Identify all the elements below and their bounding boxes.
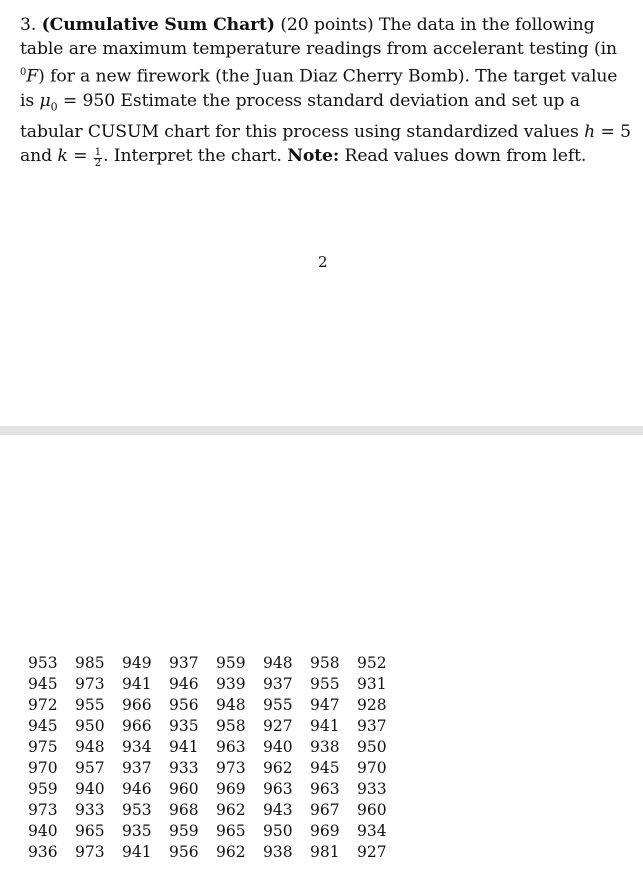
mu-subscript: 0 [50, 100, 58, 114]
reading-cell: 973 [75, 675, 105, 693]
reading-cell: 960 [357, 801, 387, 819]
reading-cell: 928 [357, 696, 387, 714]
reading-cell: 970 [28, 759, 58, 777]
problem-sentence-4: . Interpret the chart. [103, 146, 282, 167]
problem-points: (20 points) [280, 15, 374, 35]
reading-cell: 937 [263, 675, 293, 693]
reading-cell: 940 [28, 822, 58, 840]
reading-cell: 955 [263, 696, 293, 714]
reading-cell: 953 [28, 654, 58, 672]
reading-cell: 946 [169, 675, 199, 693]
k-denominator: 2 [94, 158, 102, 170]
reading-cell: 959 [28, 780, 58, 798]
reading-cell: 981 [310, 843, 340, 861]
reading-cell: 970 [357, 759, 387, 777]
h-symbol: h [584, 121, 596, 142]
reading-cell: 969 [310, 822, 340, 840]
reading-cell: 945 [28, 717, 58, 735]
table-row [28, 653, 404, 674]
reading-cell: 934 [357, 822, 387, 840]
reading-cell: 955 [75, 696, 105, 714]
reading-cell: 936 [28, 843, 58, 861]
table-row [28, 842, 404, 863]
reading-cell: 941 [122, 843, 152, 861]
mu-symbol: μ [39, 91, 51, 112]
unit-letter: F [26, 67, 39, 88]
reading-cell: 931 [357, 675, 387, 693]
reading-cell: 941 [169, 738, 199, 756]
reading-cell: 935 [169, 717, 199, 735]
reading-cell: 941 [310, 717, 340, 735]
problem-title: (Cumulative Sum Chart) [41, 15, 275, 35]
reading-cell: 947 [310, 696, 340, 714]
reading-cell: 972 [28, 696, 58, 714]
table-row [28, 737, 404, 758]
reading-cell: 950 [357, 738, 387, 756]
reading-cell: 935 [122, 822, 152, 840]
reading-cell: 963 [310, 780, 340, 798]
reading-cell: 937 [122, 759, 152, 777]
reading-cell: 938 [263, 843, 293, 861]
reading-cell: 945 [28, 675, 58, 693]
reading-cell: 934 [122, 738, 152, 756]
reading-cell: 948 [263, 654, 293, 672]
table-row [28, 821, 404, 842]
reading-cell: 963 [263, 780, 293, 798]
reading-cell: 960 [169, 780, 199, 798]
reading-cell: 968 [169, 801, 199, 819]
reading-cell: 927 [357, 843, 387, 861]
reading-cell: 962 [263, 759, 293, 777]
and-text: and [20, 146, 53, 167]
reading-cell: 959 [216, 654, 246, 672]
reading-cell: 933 [357, 780, 387, 798]
reading-cell: 948 [75, 738, 105, 756]
reading-cell: 966 [122, 717, 152, 735]
table-row [28, 800, 404, 821]
table-row [28, 695, 404, 716]
reading-cell: 945 [310, 759, 340, 777]
document-page-1 [0, 0, 643, 426]
reading-cell: 962 [216, 843, 246, 861]
reading-cell: 946 [122, 780, 152, 798]
problem-statement [20, 13, 632, 169]
reading-cell: 937 [169, 654, 199, 672]
reading-cell: 985 [75, 654, 105, 672]
k-fraction [94, 148, 102, 169]
reading-cell: 962 [216, 801, 246, 819]
reading-cell: 948 [216, 696, 246, 714]
reading-cell: 965 [216, 822, 246, 840]
note-text: Read values down from left. [344, 146, 587, 167]
k-equals: = [73, 146, 88, 167]
table-row [28, 779, 404, 800]
reading-cell: 956 [169, 843, 199, 861]
reading-cell: 955 [310, 675, 340, 693]
reading-cell: 938 [310, 738, 340, 756]
reading-cell: 927 [263, 717, 293, 735]
reading-cell: 941 [122, 675, 152, 693]
reading-cell: 940 [75, 780, 105, 798]
reading-cell: 949 [122, 654, 152, 672]
reading-cell: 973 [216, 759, 246, 777]
reading-cell: 963 [216, 738, 246, 756]
reading-cell: 950 [263, 822, 293, 840]
reading-cell: 956 [169, 696, 199, 714]
reading-cell: 975 [28, 738, 58, 756]
reading-cell: 943 [263, 801, 293, 819]
k-symbol: k [57, 146, 68, 167]
reading-cell: 965 [75, 822, 105, 840]
target-value: = 950 [62, 91, 116, 112]
note-label: Note: [287, 146, 340, 167]
reading-cell: 953 [122, 801, 152, 819]
h-value: = 5 [600, 121, 631, 142]
reading-cell: 950 [75, 717, 105, 735]
reading-cell: 959 [169, 822, 199, 840]
reading-cell: 937 [357, 717, 387, 735]
reading-cell: 958 [310, 654, 340, 672]
page-separator [0, 426, 643, 435]
reading-cell: 939 [216, 675, 246, 693]
reading-cell: 940 [263, 738, 293, 756]
unit-degree: 0 [20, 67, 27, 79]
reading-cell: 933 [75, 801, 105, 819]
reading-cell: 952 [357, 654, 387, 672]
table-row [28, 716, 404, 737]
reading-cell: 958 [216, 717, 246, 735]
reading-cell: 967 [310, 801, 340, 819]
temperature-readings-table [28, 653, 404, 863]
table-row [28, 758, 404, 779]
k-numerator: 1 [94, 147, 102, 159]
problem-sentence-3: Estimate the process standard deviation and set up a tabular CUSUM chart for this process using standardized values [20, 91, 580, 142]
reading-cell: 973 [28, 801, 58, 819]
reading-cell: 969 [216, 780, 246, 798]
problem-sentence-1: The data in the following table are maximum temperature readings from accelerant testing (in [20, 15, 618, 60]
reading-cell: 966 [122, 696, 152, 714]
reading-cell: 973 [75, 843, 105, 861]
problem-sentence-1-end: ) for a new firework (the Juan Diaz Cherry Bomb). [38, 67, 470, 88]
reading-cell: 933 [169, 759, 199, 777]
table-row [28, 674, 404, 695]
reading-cell: 957 [75, 759, 105, 777]
problem-number: 3. [20, 15, 37, 35]
target-prefix: The target value is [20, 67, 618, 112]
page-number: 2 [318, 253, 328, 271]
document-page-2 [0, 435, 643, 891]
